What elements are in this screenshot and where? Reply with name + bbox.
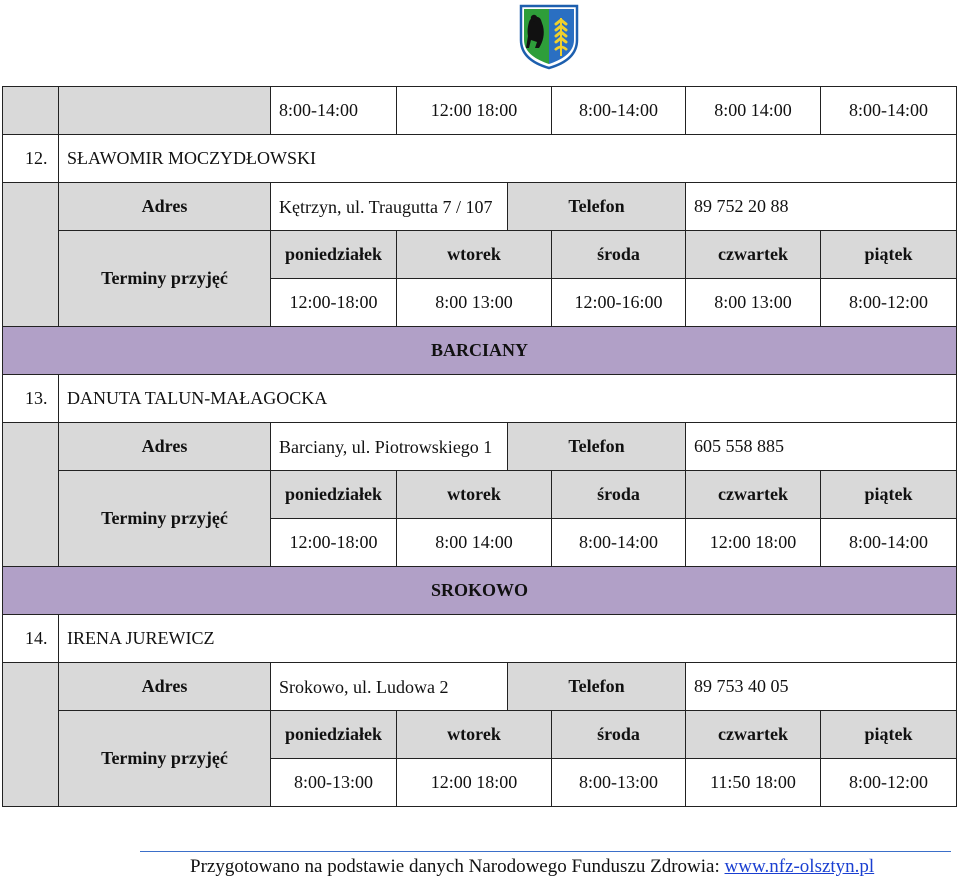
day-header: wtorek [397,471,552,519]
location-header: SROKOWO [3,567,957,615]
row-spacer [3,423,59,567]
day-header: piątek [821,711,957,759]
phone-value: 89 753 40 05 [686,663,957,711]
hours-cell: 12:00-18:00 [271,279,397,327]
hours-cell: 12:00 18:00 [686,519,821,567]
footer-note [190,856,874,878]
day-header: środa [552,231,686,279]
doctor-name-row [3,135,957,183]
address-label: Adres [59,423,271,471]
hours-cell: 8:00-13:00 [271,759,397,807]
hours-cell: 8:00 13:00 [686,279,821,327]
day-header: wtorek [397,231,552,279]
day-header: piątek [821,231,957,279]
doctor-number: 13. [3,375,59,423]
day-header: czwartek [686,471,821,519]
row-spacer [3,87,59,135]
location-header-row [3,327,957,375]
nfz-link[interactable]: www.nfz-olsztyn.pl [724,856,875,877]
row-spacer [3,183,59,327]
terms-label: Terminy przyjęć [59,711,271,807]
hours-cell: 8:00-13:00 [552,759,686,807]
hours-cell: 8:00-12:00 [821,759,957,807]
doctor-number: 14. [3,615,59,663]
address-label: Adres [59,183,271,231]
doctor-name: SŁAWOMIR MOCZYDŁOWSKI [59,135,957,183]
hours-cell: 8:00 13:00 [397,279,552,327]
hours-cell: 8:00-12:00 [821,279,957,327]
phone-value: 605 558 885 [686,423,957,471]
hours-cell: 8:00-14:00 [552,87,686,135]
hours-cell: 12:00 18:00 [397,759,552,807]
coat-of-arms-logo [519,4,579,70]
doctor-name-row [3,375,957,423]
doctors-table [2,86,957,807]
address-value: Barciany, ul. Piotrowskiego 1 [271,423,508,471]
phone-label: Telefon [508,663,686,711]
phone-value: 89 752 20 88 [686,183,957,231]
doctor-name: DANUTA TALUN-MAŁAGOCKA [59,375,957,423]
day-header: wtorek [397,711,552,759]
day-header: piątek [821,471,957,519]
phone-label: Telefon [508,423,686,471]
day-header: poniedziałek [271,711,397,759]
footer-text: Przygotowano na podstawie danych Narodowego Funduszu Zdrowia: [190,856,725,877]
previous-hours-row [3,87,957,135]
footer-divider [140,851,951,852]
hours-cell: 8:00-14:00 [821,87,957,135]
hours-cell: 8:00-14:00 [821,519,957,567]
location-header-row [3,567,957,615]
hours-cell: 12:00-18:00 [271,519,397,567]
address-label: Adres [59,663,271,711]
address-row [3,423,957,471]
hours-cell: 12:00-16:00 [552,279,686,327]
row-spacer [59,87,271,135]
hours-cell: 8:00 14:00 [397,519,552,567]
phone-label: Telefon [508,183,686,231]
doctor-name: IRENA JUREWICZ [59,615,957,663]
day-header: środa [552,471,686,519]
terms-label: Terminy przyjęć [59,231,271,327]
day-header: poniedziałek [271,231,397,279]
days-row [3,711,957,759]
hours-cell: 8:00 14:00 [686,87,821,135]
address-value: Kętrzyn, ul. Traugutta 7 / 107 [271,183,508,231]
address-value: Srokowo, ul. Ludowa 2 [271,663,508,711]
hours-cell: 12:00 18:00 [397,87,552,135]
day-header: środa [552,711,686,759]
hours-cell: 8:00-14:00 [552,519,686,567]
days-row [3,231,957,279]
address-row [3,663,957,711]
day-header: czwartek [686,711,821,759]
hours-cell: 11:50 18:00 [686,759,821,807]
row-spacer [3,663,59,807]
terms-label: Terminy przyjęć [59,471,271,567]
address-row [3,183,957,231]
doctor-number: 12. [3,135,59,183]
days-row [3,471,957,519]
doctor-name-row [3,615,957,663]
hours-cell: 8:00-14:00 [271,87,397,135]
location-header: BARCIANY [3,327,957,375]
day-header: poniedziałek [271,471,397,519]
day-header: czwartek [686,231,821,279]
